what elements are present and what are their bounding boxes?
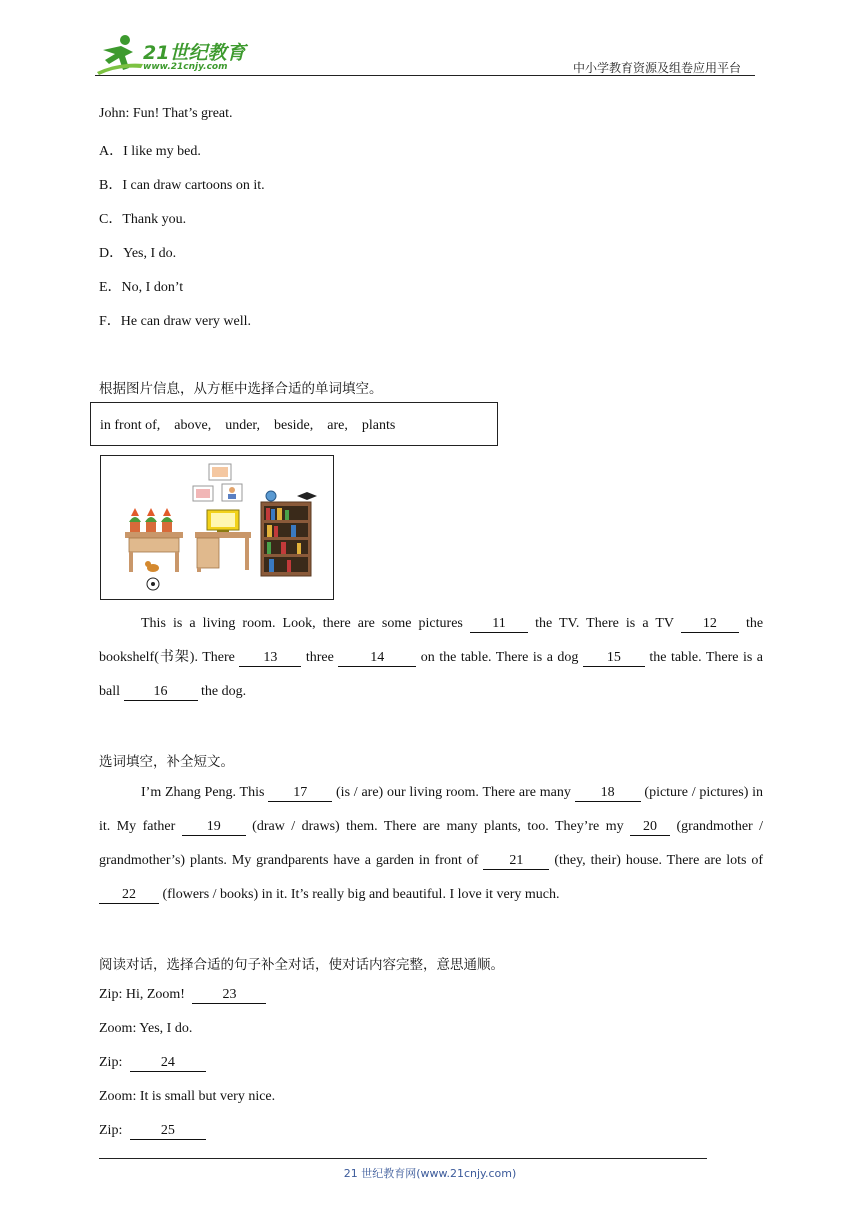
option-a: A．I like my bed.: [99, 144, 201, 159]
desk-icon: [195, 532, 251, 572]
passage-living-room: [99, 607, 763, 709]
header-rule: [95, 75, 755, 76]
blank-17[interactable]: 17: [268, 785, 332, 802]
blank-15[interactable]: 15: [583, 650, 645, 667]
dialogue-line-5: [99, 1123, 206, 1140]
dialogue-line-2: Zoom: Yes, I do.: [99, 1021, 193, 1036]
dialogue-line-3-text: Zip:: [99, 1055, 123, 1070]
plants-icon: [129, 508, 173, 532]
dialogue-line-1-text: Zip: Hi, Zoom!: [99, 987, 185, 1002]
runner-logo-icon: [95, 34, 145, 76]
option-f: F．He can draw very well.: [99, 314, 252, 329]
p2-text-7: (flowers / books) in it. It’s really big and beautiful. I love it very much.: [162, 887, 560, 902]
dialogue-line-1: [99, 987, 266, 1004]
blank-22[interactable]: 22: [99, 887, 159, 904]
ball-icon: [147, 578, 159, 590]
header-logo: [95, 34, 270, 76]
word-box: [90, 402, 498, 446]
p1-text-5: on the table. There is a dog: [420, 650, 579, 665]
blank-11[interactable]: 11: [470, 616, 528, 633]
bookshelf-icon: [261, 491, 317, 576]
option-e: E．No, I don’t: [99, 280, 184, 295]
blank-16[interactable]: 16: [124, 684, 198, 701]
section-instruction-choose: 选词填空，补全短文。: [99, 754, 234, 770]
p1-text-7: the dog.: [201, 684, 247, 699]
p2-text-2: (is / are) our living room. There are many: [336, 785, 571, 800]
section-instruction-dialogue: 阅读对话，选择合适的句子补全对话，使对话内容完整，意思通顺。: [99, 957, 504, 973]
blank-12[interactable]: 12: [681, 616, 739, 633]
blank-19[interactable]: 19: [182, 819, 246, 836]
p2-text-1: I’m Zhang Peng. This: [141, 785, 265, 800]
blank-20[interactable]: 20: [630, 819, 670, 836]
option-d: D．Yes, I do.: [99, 246, 177, 261]
option-c: C．Thank you.: [99, 212, 187, 227]
word-box-text: in front of, above, under, beside, are, plants: [100, 418, 396, 433]
p2-text-6: (they, their) house. There are lots of: [554, 853, 763, 868]
p2-text-4: (draw / draws) them. There are many plants, too. They’re my: [252, 819, 624, 834]
living-room-illustration: [100, 455, 334, 600]
blank-18[interactable]: 18: [575, 785, 641, 802]
footer-text: 21 世纪教育网(www.21cnjy.com): [343, 1167, 517, 1180]
dialogue-line-5-text: Zip:: [99, 1123, 123, 1138]
p1-text-3: the bookshelf(书架). There: [99, 616, 764, 665]
dialogue-line-4: Zoom: It is small but very nice.: [99, 1089, 276, 1104]
dialogue-closing-line: John: Fun! That’s great.: [99, 106, 233, 121]
blank-13[interactable]: 13: [239, 650, 301, 667]
dog-icon: [145, 561, 159, 572]
blank-23[interactable]: 23: [192, 987, 266, 1004]
tv-icon: [207, 510, 239, 533]
footer-rule: [99, 1158, 707, 1159]
p1-text-6: the table. There is a ball: [99, 650, 764, 699]
blank-24[interactable]: 24: [130, 1055, 206, 1072]
logo-title: 21世纪教育: [143, 42, 246, 64]
p1-text-4: three: [305, 650, 334, 665]
blank-14[interactable]: 14: [338, 650, 416, 667]
wall-pictures-icon: [193, 464, 242, 501]
blank-21[interactable]: 21: [483, 853, 549, 870]
option-b: B．I can draw cartoons on it.: [99, 178, 265, 193]
p2-text-5: (grandmother / grandmother’s) plants. My grandparents have a garden in front of: [99, 819, 764, 868]
passage-zhang-peng: [99, 776, 763, 912]
blank-25[interactable]: 25: [130, 1123, 206, 1140]
p2-text-3: (picture / pictures) in it. My father: [99, 785, 764, 834]
p1-text-2: the TV. There is a TV: [535, 616, 674, 631]
platform-title: 中小学教育资源及组卷应用平台: [573, 61, 742, 75]
section-instruction-picture: 根据图片信息，从方框中选择合适的单词填空。: [99, 381, 383, 397]
logo-url: www.21cnjy.com: [143, 62, 228, 72]
dialogue-line-3: [99, 1055, 206, 1072]
p1-text-1: This is a living room. Look, there are some pictures: [141, 616, 463, 631]
